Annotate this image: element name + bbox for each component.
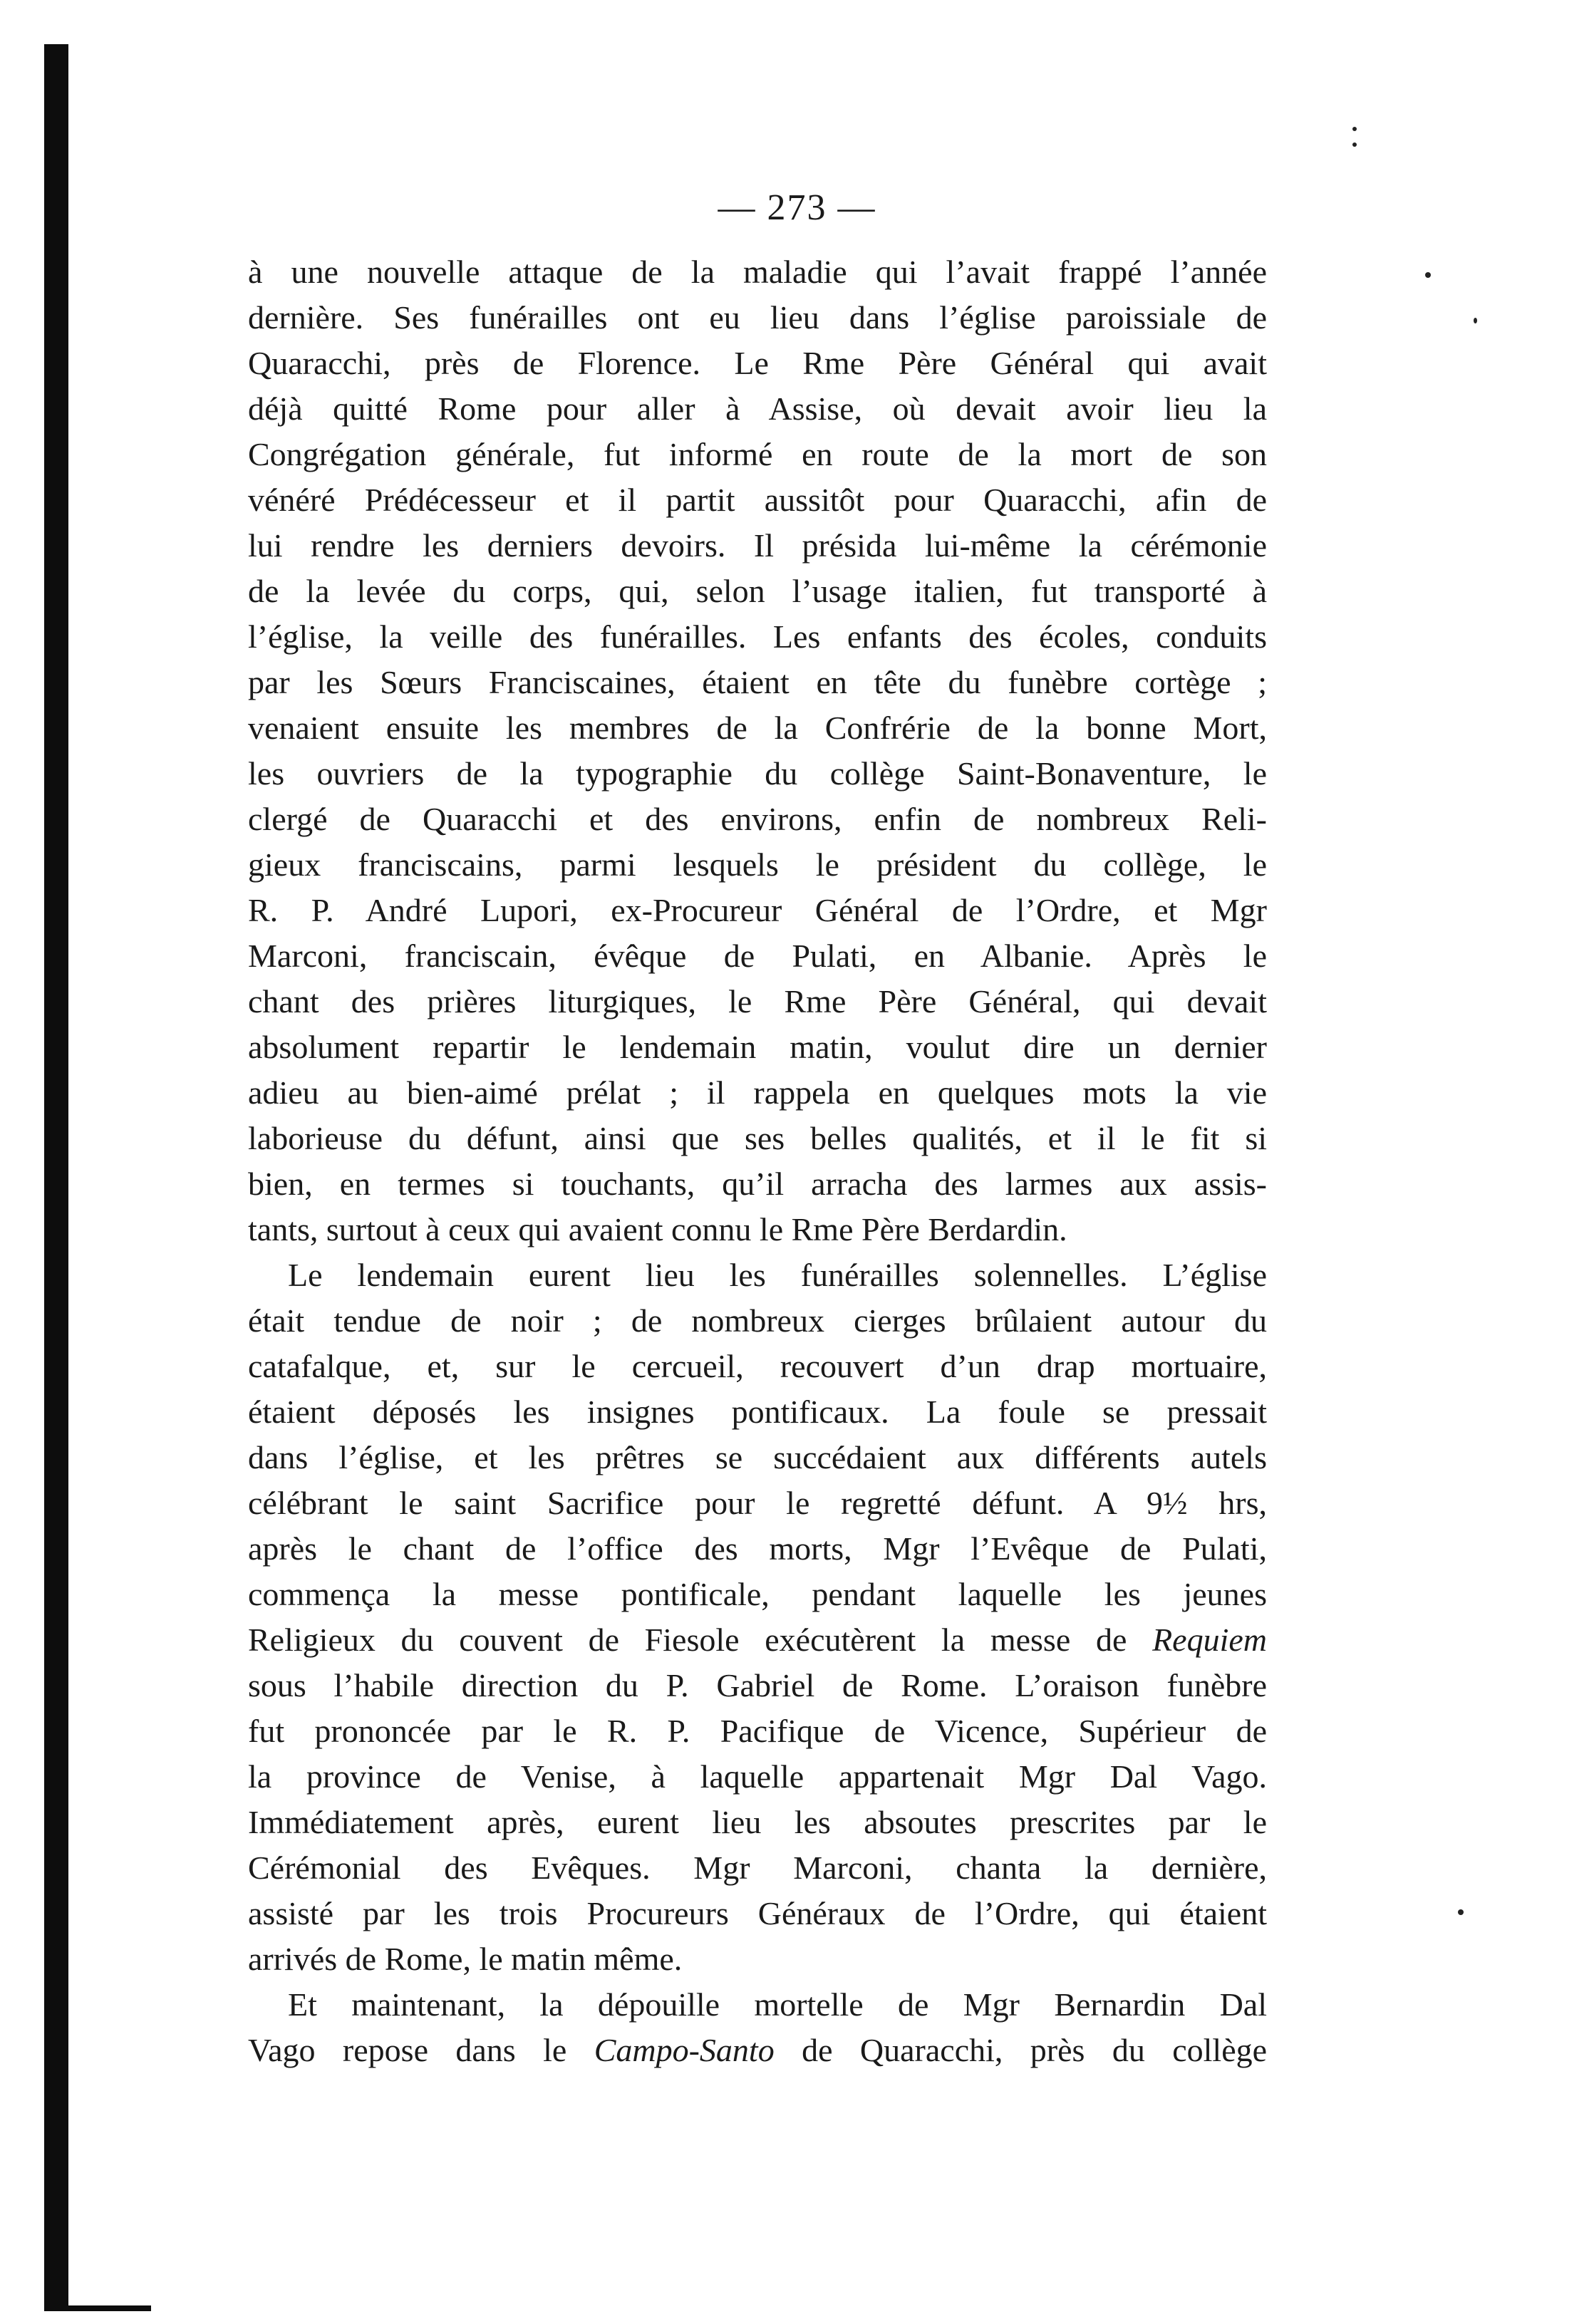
text-line: lui rendre les derniers devoirs. Il présida lui-même la cérémonie <box>248 527 1267 564</box>
text-line: fut prononcée par le R. P. Pacifique de Vicence, Supérieur de <box>248 1713 1267 1749</box>
scan-speck <box>1458 1909 1464 1915</box>
binding-edge <box>44 44 68 2310</box>
text-line: Et maintenant, la dépouille mortelle de Mgr Bernardin Dal <box>288 1986 1267 2023</box>
text-line: dernière. Ses funérailles ont eu lieu dans l’église paroissiale de <box>248 299 1267 336</box>
text-line: l’église, la veille des funérailles. Les enfants des écoles, conduits <box>248 618 1267 655</box>
italic-term: Campo-Santo <box>594 2032 775 2068</box>
binding-edge-foot <box>44 2305 151 2311</box>
text-line: Religieux du couvent de Fiesole exécutèrent la messe de Requiem <box>248 1622 1267 1658</box>
text-line: clergé de Quaracchi et des environs, enfin de nombreux Reli- <box>248 801 1267 837</box>
scan-speck <box>1474 318 1477 323</box>
text-line: les ouvriers de la typographie du collège Saint-Bonaventure, le <box>248 755 1267 792</box>
text-line: sous l’habile direction du P. Gabriel de Rome. L’oraison funèbre <box>248 1667 1267 1703</box>
text-line: de la levée du corps, qui, selon l’usage italien, fut transporté à <box>248 573 1267 609</box>
text-line: Vago repose dans le Campo-Santo de Quaracchi, près du collège <box>248 2032 1268 2068</box>
paragraph <box>248 249 1267 1252</box>
text-line: arrivés de Rome, le matin même. <box>248 1941 683 1977</box>
text-line: par les Sœurs Franciscaines, étaient en tête du funèbre cortège ; <box>248 664 1267 700</box>
text-line: célébrant le saint Sacrifice pour le regretté défunt. A 9½ hrs, <box>248 1485 1267 1521</box>
text-line: Quaracchi, près de Florence. Le Rme Père Général qui avait <box>248 345 1267 381</box>
text-line: chant des prières liturgiques, le Rme Père Général, qui devait <box>248 983 1267 1020</box>
text-line: adieu au bien-aimé prélat ; il rappela en quelques mots la vie <box>248 1074 1267 1111</box>
text-line: Immédiatement après, eurent lieu les absoutes prescrites par le <box>248 1804 1267 1840</box>
text-line: déjà quitté Rome pour aller à Assise, où devait avoir lieu la <box>248 390 1267 427</box>
text-line: commença la messe pontificale, pendant laquelle les jeunes <box>248 1576 1267 1612</box>
page-number: — 273 — <box>718 187 876 228</box>
text-line: R. P. André Lupori, ex-Procureur Général de l’Ordre, et Mgr <box>248 892 1267 928</box>
text-line: Cérémonial des Evêques. Mgr Marconi, chanta la dernière, <box>248 1850 1267 1886</box>
paragraph <box>248 1982 1267 2073</box>
text-line: catafalque, et, sur le cercueil, recouvert d’un drap mortuaire, <box>248 1348 1267 1384</box>
text-line: Congrégation générale, fut informé en route de la mort de son <box>248 436 1267 472</box>
paragraph <box>248 1252 1267 1982</box>
text-line: tants, surtout à ceux qui avaient connu le Rme Père Berdardin. <box>248 1211 1067 1247</box>
text-line: vénéré Prédécesseur et il partit aussitôt pour Quaracchi, afin de <box>248 482 1267 518</box>
body-text <box>248 249 1267 2073</box>
italic-term: Requiem <box>1152 1622 1267 1658</box>
scan-speck <box>1352 127 1357 131</box>
text-line: gieux franciscains, parmi lesquels le président du collège, le <box>248 846 1267 883</box>
text-line: dans l’église, et les prêtres se succédaient aux différents autels <box>248 1439 1267 1475</box>
text-line: après le chant de l’office des morts, Mgr l’Evêque de Pulati, <box>248 1530 1267 1567</box>
text-line: assisté par les trois Procureurs Généraux de l’Ordre, qui étaient <box>248 1895 1267 1931</box>
text-line: était tendue de noir ; de nombreux cierges brûlaient autour du <box>248 1302 1267 1339</box>
text-line: Le lendemain eurent lieu les funérailles solennelles. L’église <box>288 1257 1267 1293</box>
text-line: Marconi, franciscain, évêque de Pulati, en Albanie. Après le <box>248 938 1267 974</box>
text-line: la province de Venise, à laquelle appartenait Mgr Dal Vago. <box>248 1758 1267 1795</box>
scan-speck <box>1425 272 1431 278</box>
text-line: venaient ensuite les membres de la Confrérie de la bonne Mort, <box>248 710 1267 746</box>
text-line: à une nouvelle attaque de la maladie qui l’avait frappé l’année <box>248 254 1267 290</box>
text-line: laborieuse du défunt, ainsi que ses belles qualités, et il le fit si <box>248 1120 1267 1156</box>
text-line: étaient déposés les insignes pontificaux. La foule se pressait <box>248 1394 1267 1430</box>
text-line: absolument repartir le lendemain matin, voulut dire un dernier <box>248 1029 1267 1065</box>
scan-speck <box>1352 142 1357 147</box>
text-line: bien, en termes si touchants, qu’il arracha des larmes aux assis- <box>248 1166 1267 1202</box>
